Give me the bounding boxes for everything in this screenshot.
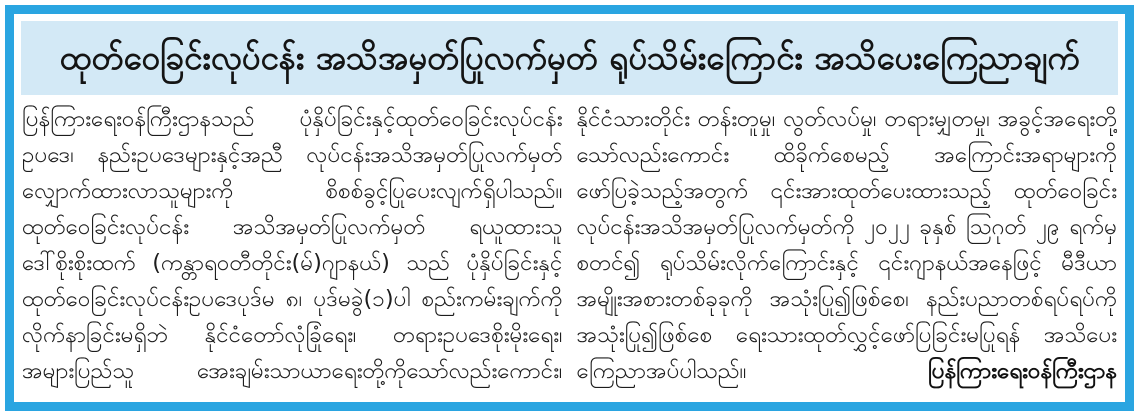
- text-line: နိုင်ငံသားတိုင်း တန်းတူမှု၊ လွတ်လပ်မှု၊ တရားမျှတမှု၊ အခွင့်အရေးတို့: [576, 106, 1117, 132]
- closing-line: [577, 353, 1118, 389]
- text-line: အများပြည်သူ အေးချမ်းသာယာရေးတို့ကိုသော်လည်းကောင်း၊: [22, 358, 563, 384]
- signature-ministry: ပြန်ကြားရေးဝန်ကြီးဌာန: [927, 358, 1117, 384]
- announcement-frame: [5, 5, 1134, 411]
- text-line: လိုက်နာခြင်းမရှိဘဲ နိုင်ငံတော်လုံခြုံရေး၊ တရားဥပဒေစိုးမိုးရေး၊: [22, 322, 563, 348]
- announcement-title: ထုတ်ဝေခြင်းလုပ်ငန်း အသိအမှတ်ပြုလက်မှတ် ရုပ်သိမ်းကြောင်း အသိပေးကြေညာချက်: [59, 37, 1080, 77]
- text-line: ဒေါ်စိုးစိုးထက် (ကန္တာရဝတီတိုင်း(မ်)ဂျာနယ်) သည် ပုံနှိပ်ခြင်းနှင့်: [22, 250, 563, 276]
- text-line: ဖော်ပြခဲ့သည့်အတွက် ၎င်းအားထုတ်ပေးထားသည့် ထုတ်ဝေခြင်း: [576, 178, 1117, 204]
- text-line: ပြန်ကြားရေးဝန်ကြီးဌာနသည် ပုံနှိပ်ခြင်းနှင့်ထုတ်ဝေခြင်းလုပ်ငန်း: [22, 106, 563, 132]
- closing-text: ကြေညာအပ်ပါသည်။: [576, 358, 747, 384]
- column-left: [22, 101, 563, 389]
- text-line: အသုံးပြု၍ဖြစ်စေ ရေးသားထုတ်လွှင့်ဖော်ပြခြင်းမပြုရန် အသိပေး: [576, 322, 1117, 348]
- title-banner: [21, 21, 1118, 95]
- text-line: လျှောက်ထားလာသူများကို စိစစ်ခွင့်ပြုပေးလျက်ရှိပါသည်။: [22, 178, 563, 204]
- text-line: ထုတ်ဝေခြင်းလုပ်ငန်းဥပဒေပုဒ်မ ၈၊ ပုဒ်မခွဲ(၁)ပါ စည်းကမ်းချက်ကို: [22, 286, 563, 312]
- text-line: ထုတ်ဝေခြင်းလုပ်ငန်း အသိအမှတ်ပြုလက်မှတ် ရယူထားသူ: [22, 214, 563, 240]
- text-line: လုပ်ငန်းအသိအမှတ်ပြုလက်မှတ်ကို ၂၀၂၂ ခုနှစ် ဩဂုတ် ၂၉ ရက်မှ: [576, 214, 1117, 240]
- text-line: အမျိုးအစားတစ်ခုခုကို အသုံးပြု၍ဖြစ်စေ၊ နည်းပညာတစ်ရပ်ရပ်ကို: [576, 286, 1117, 312]
- text-line: ဥပဒေ၊ နည်းဥပဒေများနှင့်အညီ လုပ်ငန်းအသိအမှတ်ပြုလက်မှတ်: [22, 142, 563, 168]
- column-right: [577, 101, 1118, 389]
- text-line: သော်လည်းကောင်း ထိခိုက်စေမည့် အကြောင်းအရာများကို: [576, 142, 1117, 168]
- text-line: စတင်၍ ရုပ်သိမ်းလိုက်ကြောင်းနှင့် ၎င်းဂျာနယ်အနေဖြင့် မီဒီယာ: [576, 250, 1117, 276]
- body-columns: [14, 95, 1125, 389]
